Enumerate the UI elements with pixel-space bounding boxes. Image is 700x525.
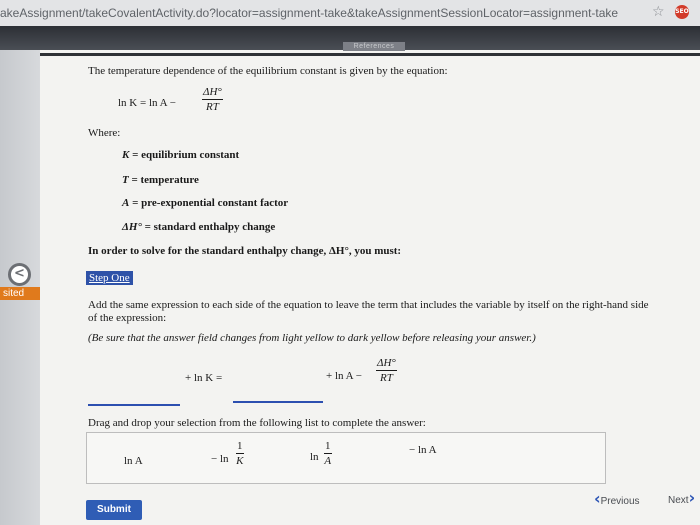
next-button[interactable] [668,488,695,507]
browser-address-bar[interactable] [0,0,700,27]
definition-text: = pre-exponential constant factor [129,197,289,209]
definition-symbol: A [122,197,130,209]
drag-option-neg-ln-a[interactable]: − ln A [409,444,437,456]
chevron-left-icon: ‹ [594,489,601,508]
equation-denominator: RT [205,101,219,113]
definition-symbol: ΔH° [122,221,142,233]
equation-fraction [202,86,223,113]
hint-text: (Be sure that the answer field changes from light yellow to dark yellow before releasing your answer.) [88,332,536,344]
url-text[interactable]: akeAssignment/takeCovalentActivity.do?locator=assignment-take&takeAssignmentSessionLocator=assignment-take [0,6,619,20]
definition-symbol: T [122,174,129,186]
option-fraction [324,440,332,467]
previous-label: Previous [600,496,640,507]
equation-numerator: ΔH° [203,86,222,98]
definition-t [122,174,199,186]
visited-badge: sited [0,287,40,300]
answer-blank-left[interactable] [88,404,180,406]
definition-k [122,149,239,161]
definition-dh [122,221,275,233]
equation-lhs: ln K = ln A − [118,97,176,109]
definition-a [122,197,288,209]
drag-options-box [86,432,606,484]
definition-text: = temperature [128,174,199,186]
work-fraction [376,357,397,384]
step-text-line-1: Add the same expression to each side of the equation to leave the term that includes the variable by itself on the right-hand side [88,299,649,311]
extension-icon[interactable]: SEO [675,5,689,19]
drag-instruction: Drag and drop your selection from the following list to complete the answer: [88,417,426,429]
previous-button[interactable] [594,489,640,508]
where-label: Where: [88,127,121,139]
panel-divider [40,53,700,56]
step-one-label[interactable]: Step One [86,271,133,285]
option-denominator: K [236,455,244,467]
option-numerator: 1 [237,440,243,452]
step-text-line-2: of the expression: [88,312,167,324]
next-label: Next [668,495,689,506]
references-tab[interactable]: References [343,42,405,51]
drag-option-ln-a[interactable]: ln A [124,455,143,467]
option-fraction [236,440,244,467]
option-denominator: A [324,455,332,467]
submit-button[interactable]: Submit [86,500,142,520]
chevron-left-icon[interactable]: < [8,263,31,286]
chevron-right-icon: › [688,488,696,507]
intro-text: The temperature dependence of the equilibrium constant is given by the equation: [88,65,448,77]
work-denominator: RT [379,372,393,384]
star-icon[interactable]: ☆ [652,4,665,20]
option-prefix: − ln [211,453,229,465]
goal-text: In order to solve for the standard enthalpy change, ΔH°, you must: [88,245,402,257]
answer-blank-right[interactable] [233,401,323,403]
option-prefix: ln [310,451,319,463]
definition-symbol: K [122,149,130,161]
option-numerator: 1 [325,440,331,452]
work-numerator: ΔH° [377,357,396,369]
work-lhs: + ln K = [185,372,223,384]
work-rhs-prefix: + ln A − [326,370,362,382]
definition-text: = standard enthalpy change [141,221,276,233]
definition-text: = equilibrium constant [129,149,240,161]
